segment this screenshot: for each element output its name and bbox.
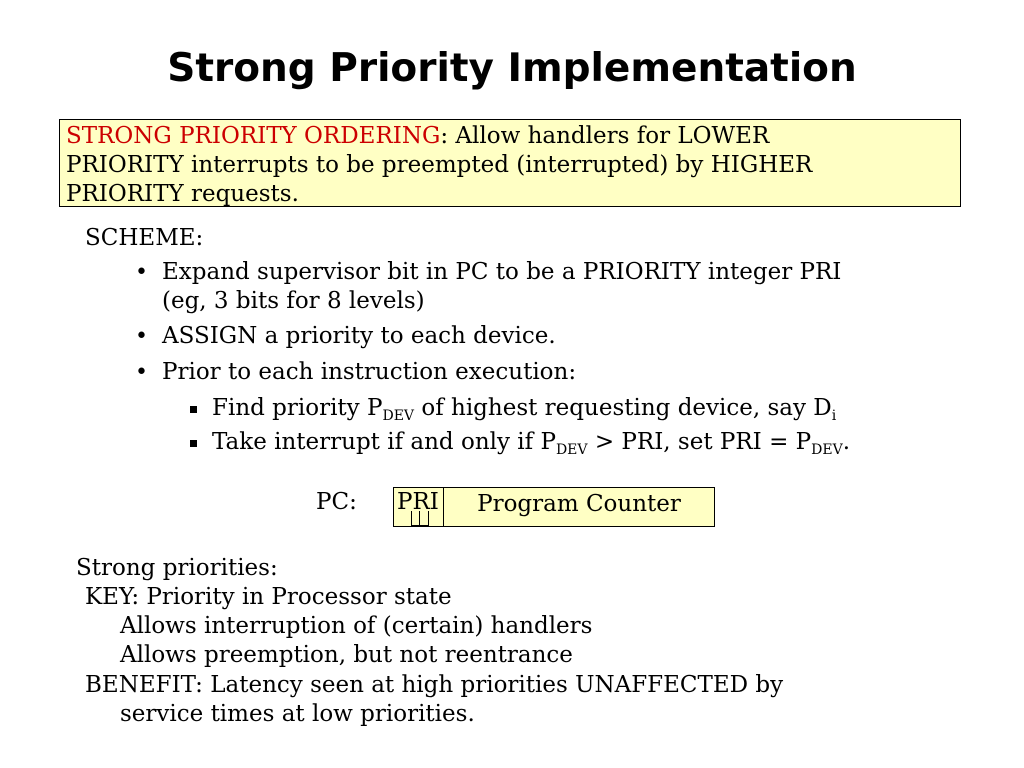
sub-bullet-1-subscript-i: i	[831, 408, 837, 424]
definition-term: STRONG PRIORITY ORDERING	[66, 123, 441, 149]
summary-key-item-1: Allows interruption of (certain) handlers	[120, 613, 593, 639]
summary-key: KEY: Priority in Processor state	[85, 584, 452, 610]
pri-bit-divider	[411, 511, 412, 526]
definition-line-2: PRIORITY interrupts to be preempted (interrupted) by HIGHER	[66, 152, 813, 178]
bullet-dot-icon: •	[135, 360, 148, 385]
scheme-bullet-3: Prior to each instruction execution:	[162, 359, 577, 385]
sub-bullet-1-subscript-dev: DEV	[382, 408, 415, 424]
bullet-dot-icon: •	[135, 324, 148, 349]
pc-counter-field: Program Counter	[477, 491, 681, 517]
sub-bullet-1-mid: of highest requesting device, say D	[414, 395, 832, 421]
scheme-heading: SCHEME:	[85, 225, 204, 251]
scheme-bullet-1-line-2: (eg, 3 bits for 8 levels)	[162, 288, 425, 314]
pri-bit-divider	[428, 511, 429, 526]
pc-register-label: PC:	[316, 489, 357, 515]
square-bullet-icon	[190, 440, 197, 447]
pc-pri-field	[394, 488, 444, 526]
pc-register-diagram	[393, 487, 715, 527]
scheme-sub-bullet-2	[212, 428, 850, 457]
square-bullet-icon	[190, 406, 197, 413]
scheme-bullet-2: ASSIGN a priority to each device.	[162, 323, 556, 349]
sub-bullet-2-mid: > PRI, set PRI = P	[587, 429, 812, 455]
pri-bit-divider	[419, 511, 420, 526]
bullet-dot-icon: •	[135, 260, 148, 285]
scheme-bullet-1-line-1: Expand supervisor bit in PC to be a PRIORITY integer PRI	[162, 259, 842, 285]
definition-box	[59, 119, 961, 207]
slide-title: Strong Priority Implementation	[167, 46, 857, 91]
summary-benefit-line-1: BENEFIT: Latency seen at high priorities UNAFFECTED by	[85, 672, 784, 698]
sub-bullet-2-pre: Take interrupt if and only if P	[212, 429, 556, 455]
pri-bit-baseline	[411, 525, 428, 526]
summary-heading: Strong priorities:	[76, 555, 278, 581]
definition-line-1-rest: : Allow handlers for LOWER	[440, 123, 770, 149]
pc-pri-field-label: PRI	[397, 489, 439, 515]
definition-line-3: PRIORITY requests.	[66, 181, 299, 207]
sub-bullet-2-subscript-dev-2: DEV	[811, 442, 843, 458]
scheme-sub-bullet-1	[212, 394, 836, 423]
summary-benefit-line-2: service times at low priorities.	[120, 701, 475, 727]
sub-bullet-2-subscript-dev: DEV	[555, 442, 588, 458]
definition-line-1	[66, 122, 960, 151]
sub-bullet-1-pre: Find priority P	[212, 395, 383, 421]
summary-key-item-2: Allows preemption, but not reentrance	[120, 642, 573, 668]
sub-bullet-2-post: .	[842, 429, 851, 455]
